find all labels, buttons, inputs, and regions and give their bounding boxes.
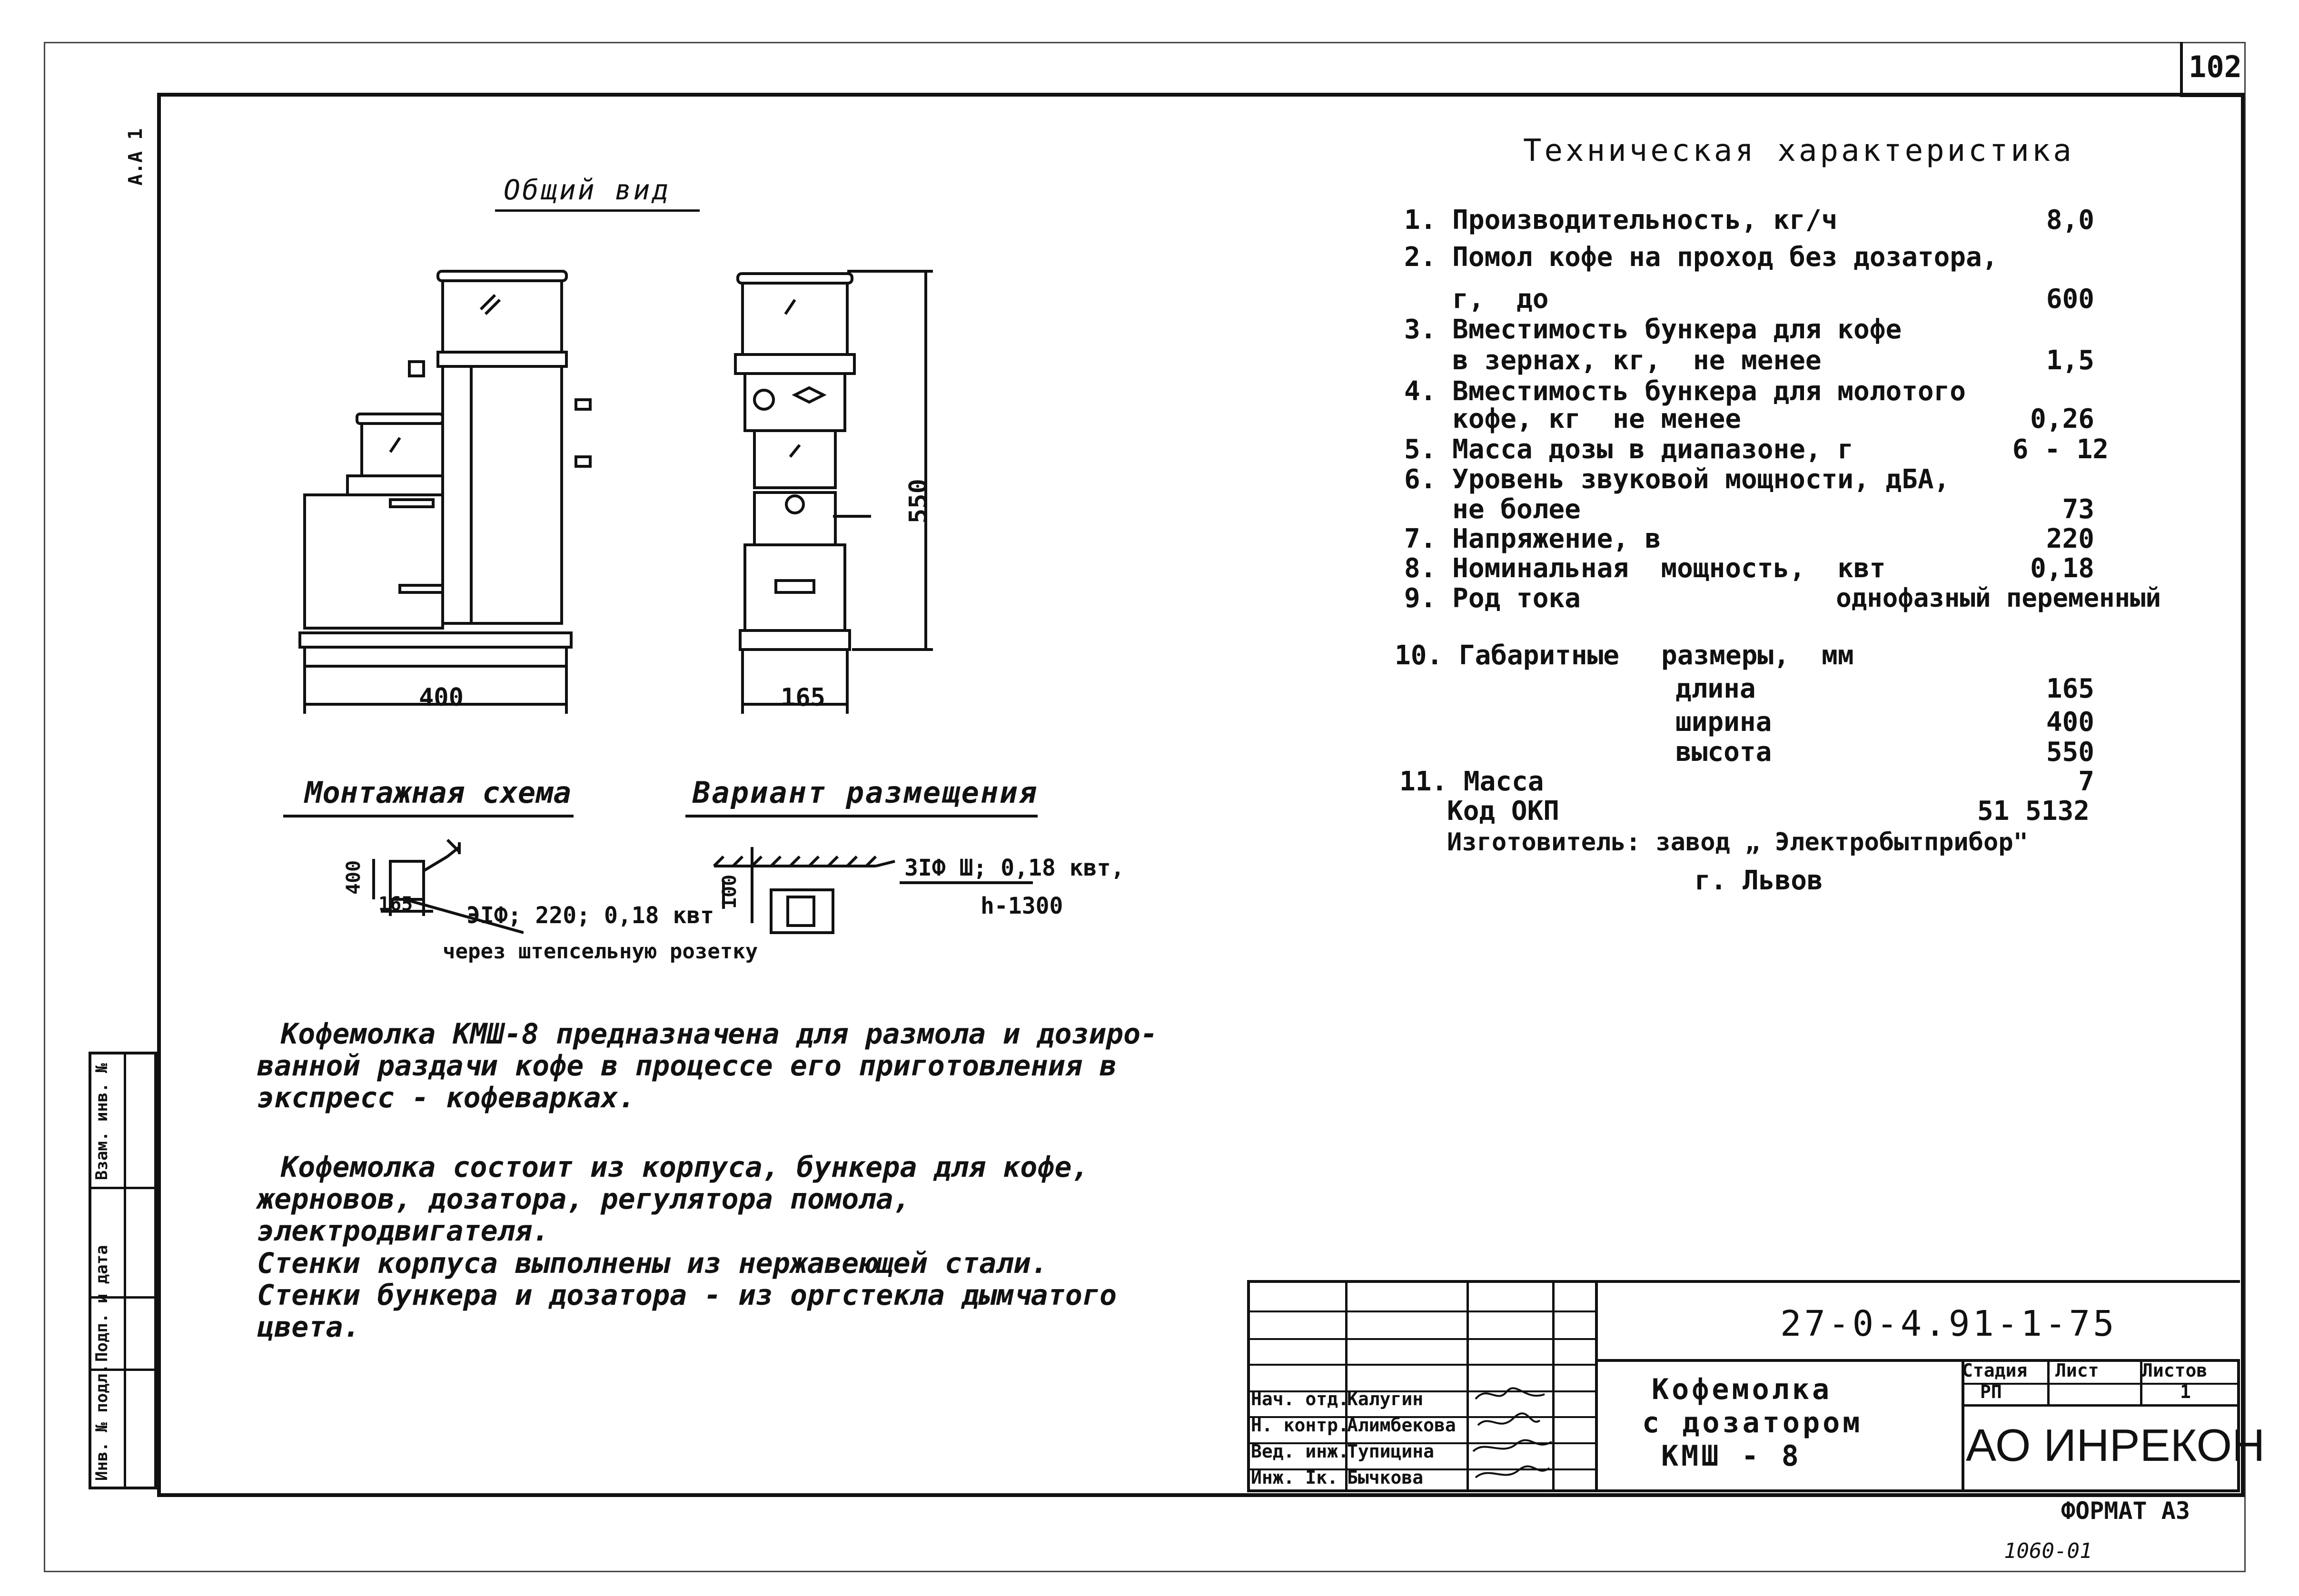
description-paragraph-1: Кофемолка КМШ-8 предназначена для размола и дозиро- ванной раздачи кофе в процессе его приготовления в экспресс - кофеварках. <box>257 1017 1158 1115</box>
spec-maker: Изготовитель: завод „ Электробытприбор" <box>1447 828 2028 857</box>
role-1: Нач. отд. <box>1251 1389 1349 1409</box>
mount-dim-width: 165 <box>378 893 413 915</box>
spec-val-13: однофазный переменный <box>1836 583 2161 613</box>
spec-dim-height-val: 550 <box>2046 737 2094 768</box>
mount-connection: через штепсельную розетку <box>443 939 758 964</box>
stage-label: Стадия <box>1962 1360 2028 1381</box>
spec-row-5: в зернах, кг, не менее <box>1404 345 1822 376</box>
description-paragraph-2: Кофемолка состоит из корпуса, бункера для кофе, жерновов, дозатора, регулятора помола, электродвигателя. Стенки корпуса выполнены из нержавеющей стали. Стенки бункера и дозатора - из оргстекла дымчатого цвета. <box>257 1151 1117 1344</box>
role-2: Н. контр. <box>1251 1415 1349 1436</box>
spec-row-8: 5. Масса дозы в диапазоне, г <box>1404 434 1854 465</box>
spec-row-13: 9. Род тока <box>1404 583 1581 614</box>
dim-height: 550 <box>904 479 933 523</box>
spec-mass-label: 11. Масса <box>1399 766 1544 797</box>
placement-dim: 100 <box>719 874 741 909</box>
role-3: Вед. инж. <box>1251 1441 1349 1462</box>
signatures <box>1468 1380 1564 1489</box>
product-name-2: с дозатором <box>1642 1406 1863 1439</box>
spec-row-2: 2. Помол кофе на проход без дозатора, <box>1404 242 1998 273</box>
stamp-podp-data: Подп. и дата <box>92 1245 111 1362</box>
sheet-label: Лист <box>2055 1360 2099 1381</box>
sheets-label: Листов <box>2142 1360 2208 1381</box>
spec-row-12: 8. Номинальная мощность, квт <box>1404 553 1886 584</box>
spec-val-5: 1,5 <box>2046 345 2094 376</box>
spec-okp-label: Код ОКП <box>1447 796 1560 827</box>
placement-height-spec: h-1300 <box>981 893 1063 919</box>
dim-width-front: 400 <box>419 683 464 712</box>
role-4: Инж. Iк. <box>1251 1467 1338 1488</box>
product-name-3: КМШ - 8 <box>1661 1439 1802 1473</box>
spec-val-10: 73 <box>2062 494 2094 525</box>
spec-dim-length: длина <box>1675 673 1756 704</box>
stamp-inv-podl: Инв. № подл. <box>92 1364 111 1481</box>
format-label: ФОРМАТ А3 <box>2061 1497 2190 1525</box>
spec-dim-height: высота <box>1675 737 1772 768</box>
general-view-title: Общий вид <box>504 174 671 206</box>
corner-mark: А.А 1 <box>125 128 147 186</box>
doc-code: 27-0-4.91-1-75 <box>1780 1303 2117 1344</box>
name-4: Бычкова <box>1347 1467 1424 1488</box>
mounting-title: Монтажная схема <box>305 775 571 810</box>
name-3: Тупицина <box>1347 1441 1435 1462</box>
placement-power-spec: 3IФ Ш; 0,18 квт, <box>904 855 1125 881</box>
specs-title: Техническая характеристика <box>1523 133 2074 168</box>
spec-val-3: 600 <box>2046 284 2094 315</box>
spec-row-1: 1. Производительность, кг/ч <box>1404 205 1838 236</box>
spec-val-8: 6 - 12 <box>2012 434 2109 465</box>
spec-mass-val: 7 <box>2078 766 2094 797</box>
name-1: Калугин <box>1347 1389 1424 1409</box>
spec-val-1: 8,0 <box>2046 205 2094 236</box>
name-2: Алимбекова <box>1347 1415 1456 1436</box>
spec-dim-width-val: 400 <box>2046 707 2094 738</box>
company-name: АО ИНРЕКОН <box>1966 1420 2265 1471</box>
spec-row-3: г, до <box>1404 284 1549 315</box>
mount-dim-height: 400 <box>343 860 365 895</box>
sheets-value: 1 <box>2180 1381 2191 1402</box>
dim-width-side: 165 <box>781 683 825 712</box>
placement-title: Вариант размещения <box>693 775 1038 810</box>
spec-dim-length-val: 165 <box>2046 673 2094 704</box>
stamp-vzam-inv: Взам. инв. № <box>92 1063 111 1180</box>
general-view-drawing <box>286 257 976 752</box>
spec-maker-city: г. Львов <box>1695 865 1823 896</box>
spec-dims-label: 10. Габаритные <box>1395 640 1620 671</box>
mount-power-spec: ЭIФ; 220; 0,18 квт <box>466 902 714 929</box>
spec-row-6: 4. Вместимость бункера для молотого <box>1404 376 1966 407</box>
spec-row-7: кофе, кг не менее <box>1404 404 1742 434</box>
spec-val-11: 220 <box>2046 523 2094 554</box>
spec-row-11: 7. Напряжение, в <box>1404 523 1661 554</box>
spec-dim-width: ширина <box>1675 707 1772 738</box>
page-number: 102 <box>2189 49 2242 84</box>
spec-dims-sublabel: размеры, мм <box>1661 640 1854 671</box>
spec-val-12: 0,18 <box>2030 553 2094 584</box>
spec-row-9: 6. Уровень звуковой мощности, дБА, <box>1404 464 1950 495</box>
footer-number: 1060-01 <box>2004 1539 2092 1563</box>
spec-val-7: 0,26 <box>2030 404 2094 434</box>
product-name-1: Кофемолка <box>1652 1373 1833 1406</box>
stage-value: РП <box>1980 1381 2002 1402</box>
spec-row-4: 3. Вместимость бункера для кофе <box>1404 314 1902 345</box>
spec-okp-val: 51 5132 <box>1977 796 2090 827</box>
spec-row-10: не более <box>1404 494 1581 525</box>
